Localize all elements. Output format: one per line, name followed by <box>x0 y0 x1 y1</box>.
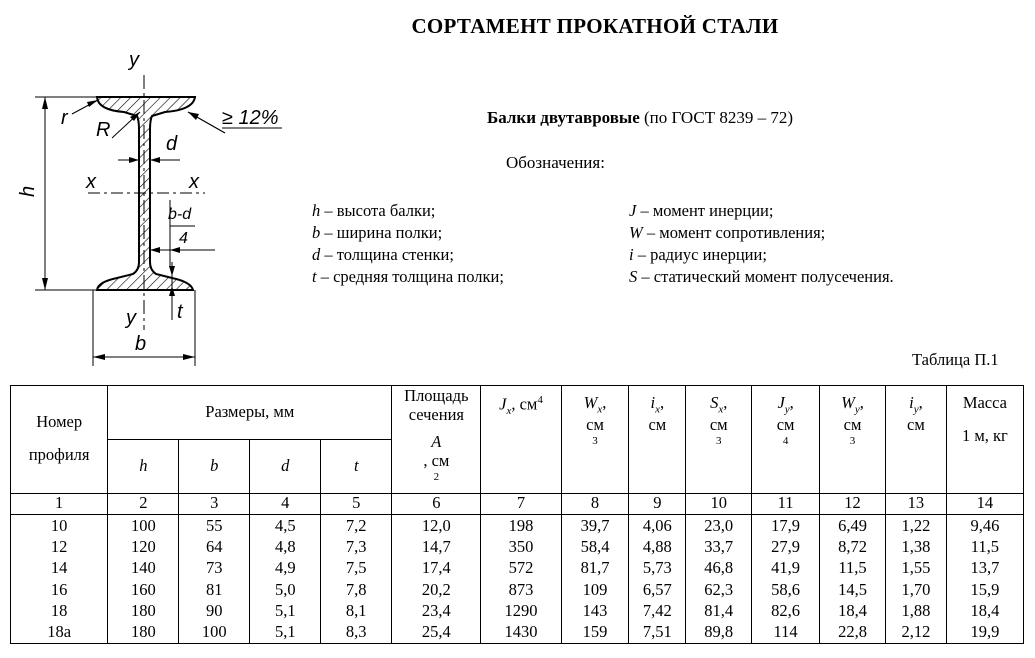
column-number: 7 <box>481 493 561 514</box>
table-cell: 18 <box>11 600 108 621</box>
table-cell: 5,1 <box>250 622 321 644</box>
column-number: 10 <box>686 493 752 514</box>
table-cell: 14 <box>11 558 108 579</box>
page-title: СОРТАМЕНТ ПРОКАТНОЙ СТАЛИ <box>411 14 779 38</box>
table-body <box>11 515 1024 644</box>
table-cell: 18а <box>11 622 108 644</box>
table-cell: 23,0 <box>686 515 752 537</box>
column-number: 11 <box>752 493 820 514</box>
table-cell: 46,8 <box>686 558 752 579</box>
table-cell: 27,9 <box>752 536 820 557</box>
column-number: 8 <box>561 493 629 514</box>
table-cell: 12,0 <box>392 515 481 537</box>
table-cell: 1290 <box>481 600 561 621</box>
table-cell: 10 <box>11 515 108 537</box>
table-cell: 1,38 <box>885 536 946 557</box>
table-cell: 1430 <box>481 622 561 644</box>
table-cell: 100 <box>108 515 179 537</box>
table-cell: 1,70 <box>885 579 946 600</box>
legend-right-2: i – радиус инерции; <box>629 245 767 264</box>
notation-heading: Обозначения: <box>506 153 605 172</box>
h-label: h <box>17 185 39 197</box>
table-cell: 100 <box>179 622 250 644</box>
header-mass: Масса 1 м, кг <box>946 386 1023 494</box>
table-cell: 1,88 <box>885 600 946 621</box>
table-cell: 16 <box>11 579 108 600</box>
table-cell: 55 <box>179 515 250 537</box>
header-wx: $W_x$, см $^3$ <box>561 386 629 494</box>
header-wy: $W_y$, см $^3$ <box>820 386 886 494</box>
table-cell: 572 <box>481 558 561 579</box>
table-cell: 1,55 <box>885 558 946 579</box>
steel-beam-table <box>10 385 1024 644</box>
table-cell: 140 <box>108 558 179 579</box>
column-number: 13 <box>885 493 946 514</box>
header-d: d <box>250 439 321 493</box>
table-cell: 6,57 <box>629 579 686 600</box>
table-cell: 159 <box>561 622 629 644</box>
table-cell: 15,9 <box>946 579 1023 600</box>
x-label-left: x <box>86 171 96 193</box>
column-number: 14 <box>946 493 1023 514</box>
table-cell: 9,46 <box>946 515 1023 537</box>
table-row <box>11 536 1024 557</box>
column-number: 3 <box>179 493 250 514</box>
r-label: r <box>61 107 68 129</box>
table-cell: 7,2 <box>321 515 392 537</box>
subtitle-standard: (по ГОСТ 8239 – 72) <box>639 108 794 127</box>
table-cell: 23,4 <box>392 600 481 621</box>
table-cell: 22,8 <box>820 622 886 644</box>
slope-label: ≥ 12% <box>222 107 279 129</box>
table-cell: 1,22 <box>885 515 946 537</box>
table-cell: 4,88 <box>629 536 686 557</box>
table-cell: 109 <box>561 579 629 600</box>
table-cell: 7,51 <box>629 622 686 644</box>
table-cell: 114 <box>752 622 820 644</box>
header-t: t <box>321 439 392 493</box>
column-number: 12 <box>820 493 886 514</box>
table-cell: 4,5 <box>250 515 321 537</box>
table-row <box>11 579 1024 600</box>
table-cell: 14,5 <box>820 579 886 600</box>
table-row <box>11 622 1024 644</box>
table-cell: 58,4 <box>561 536 629 557</box>
x-label-right: x <box>189 171 199 193</box>
legend-left-1: b – ширина полки; <box>312 223 443 242</box>
header-h: h <box>108 439 179 493</box>
table-cell: 17,9 <box>752 515 820 537</box>
R-label: R <box>96 119 111 141</box>
table-cell: 14,7 <box>392 536 481 557</box>
d-label: d <box>166 133 178 155</box>
legend-left-3: t – средняя толщина полки; <box>312 267 504 286</box>
table-cell: 180 <box>108 622 179 644</box>
frac-numerator: b-d <box>168 206 192 223</box>
table-cell: 20,2 <box>392 579 481 600</box>
header-jy: $J_y$, см $^4$ <box>752 386 820 494</box>
table-cell: 7,5 <box>321 558 392 579</box>
column-number: 6 <box>392 493 481 514</box>
table-cell: 120 <box>108 536 179 557</box>
frac-denominator: 4 <box>179 230 188 247</box>
t-label: t <box>177 301 183 323</box>
table-cell: 5,0 <box>250 579 321 600</box>
header-sx: $S_x$, см $^3$ <box>686 386 752 494</box>
table-cell: 4,9 <box>250 558 321 579</box>
table-row <box>11 600 1024 621</box>
subtitle <box>487 108 793 128</box>
table-cell: 11,5 <box>946 536 1023 557</box>
legend-right-0: J – момент инерции; <box>629 201 774 220</box>
header-b: b <box>179 439 250 493</box>
header-dimensions: Размеры, мм <box>108 386 392 440</box>
y-label-top: y <box>129 49 139 71</box>
table-cell: 2,12 <box>885 622 946 644</box>
header-iy: $i_y$, см <box>885 386 946 494</box>
y-label-bottom: y <box>126 307 136 329</box>
legend-left-2: d – толщина стенки; <box>312 245 454 264</box>
table-cell: 7,42 <box>629 600 686 621</box>
table-row <box>11 515 1024 537</box>
header-profile: Номер профиля <box>11 386 108 494</box>
table-cell: 90 <box>179 600 250 621</box>
legend-right-3: S – статический момент полусечения. <box>629 267 894 286</box>
table-cell: 198 <box>481 515 561 537</box>
table-row <box>11 558 1024 579</box>
column-number-row <box>11 493 1024 514</box>
table-cell: 873 <box>481 579 561 600</box>
header-jx: $J_x$, $см^4$ <box>481 386 561 494</box>
table-cell: 5,1 <box>250 600 321 621</box>
table-cell: 143 <box>561 600 629 621</box>
i-beam-drawing <box>10 40 305 370</box>
column-number: 4 <box>250 493 321 514</box>
table-cell: 13,7 <box>946 558 1023 579</box>
table-cell: 180 <box>108 600 179 621</box>
table-cell: 11,5 <box>820 558 886 579</box>
table-cell: 81,4 <box>686 600 752 621</box>
table-label: Таблица П.1 <box>912 350 999 369</box>
subtitle-bold: Балки двутавровые <box>487 108 640 127</box>
table-cell: 5,73 <box>629 558 686 579</box>
table-cell: 8,3 <box>321 622 392 644</box>
legend-left-0: h – высота балки; <box>312 201 436 220</box>
table-cell: 18,4 <box>820 600 886 621</box>
table-cell: 7,8 <box>321 579 392 600</box>
table-cell: 17,4 <box>392 558 481 579</box>
column-number: 5 <box>321 493 392 514</box>
table-cell: 81,7 <box>561 558 629 579</box>
table-cell: 25,4 <box>392 622 481 644</box>
table-cell: 62,3 <box>686 579 752 600</box>
table-cell: 8,72 <box>820 536 886 557</box>
table-cell: 39,7 <box>561 515 629 537</box>
column-number: 1 <box>11 493 108 514</box>
table-cell: 7,3 <box>321 536 392 557</box>
table-cell: 33,7 <box>686 536 752 557</box>
table-cell: 350 <box>481 536 561 557</box>
table-cell: 160 <box>108 579 179 600</box>
table-cell: 19,9 <box>946 622 1023 644</box>
table-cell: 4,06 <box>629 515 686 537</box>
table-cell: 4,8 <box>250 536 321 557</box>
table-cell: 18,4 <box>946 600 1023 621</box>
table-cell: 41,9 <box>752 558 820 579</box>
column-number: 9 <box>629 493 686 514</box>
table-cell: 6,49 <box>820 515 886 537</box>
table-cell: 82,6 <box>752 600 820 621</box>
table-cell: 64 <box>179 536 250 557</box>
table-cell: 8,1 <box>321 600 392 621</box>
table-cell: 12 <box>11 536 108 557</box>
header-area: Площадь сечения A , см $^2$ <box>392 386 481 494</box>
header-ix: $i_x$, см <box>629 386 686 494</box>
table-cell: 89,8 <box>686 622 752 644</box>
column-number: 2 <box>108 493 179 514</box>
table-cell: 73 <box>179 558 250 579</box>
table-cell: 81 <box>179 579 250 600</box>
legend-right-1: W – момент сопротивления; <box>629 223 826 242</box>
b-label: b <box>135 333 147 355</box>
table-cell: 58,6 <box>752 579 820 600</box>
